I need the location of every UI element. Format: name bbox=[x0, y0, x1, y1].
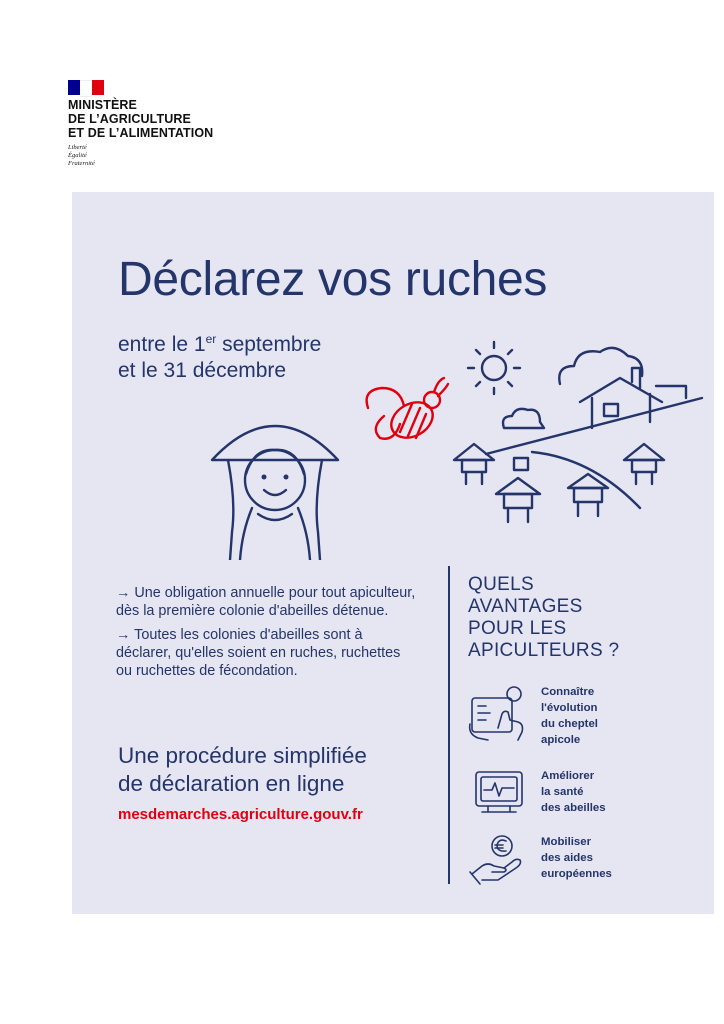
info-bullets bbox=[116, 584, 416, 686]
advantages-heading-line: AVANTAGES bbox=[468, 596, 583, 617]
advantage-item bbox=[468, 768, 698, 828]
advantage-line: du cheptel bbox=[541, 718, 598, 730]
advantage-line: apicole bbox=[541, 734, 581, 746]
heart-monitor-icon bbox=[468, 768, 530, 818]
procedure-line: Une procédure simplifiée bbox=[118, 743, 367, 768]
procedure-line: de déclaration en ligne bbox=[118, 771, 345, 796]
motto-line: Fraternité bbox=[68, 160, 95, 167]
advantage-line: Mobiliser bbox=[541, 836, 592, 848]
arrow-right-icon: → bbox=[116, 585, 131, 601]
declaration-period bbox=[118, 332, 321, 384]
advantage-line: Améliorer bbox=[541, 770, 595, 782]
bullet-item bbox=[116, 584, 416, 620]
poster bbox=[72, 192, 714, 914]
ministry-line: MINISTÈRE bbox=[68, 98, 137, 112]
beekeeper-icon bbox=[202, 414, 348, 560]
advantages-heading-line: POUR LES bbox=[468, 618, 567, 639]
advantage-line: européennes bbox=[541, 868, 612, 880]
apiary-landscape-icon bbox=[452, 332, 714, 532]
republic-motto bbox=[68, 144, 95, 168]
arrow-right-icon: → bbox=[116, 627, 131, 643]
advantage-text bbox=[541, 768, 606, 816]
dates-line2: et le 31 décembre bbox=[118, 359, 287, 382]
advantage-text bbox=[541, 834, 612, 882]
motto-line: Égalité bbox=[68, 152, 87, 159]
advantage-line: des abeilles bbox=[541, 802, 606, 814]
dates-ordinal: er bbox=[205, 332, 217, 346]
column-divider bbox=[448, 566, 450, 884]
procedure-heading bbox=[118, 742, 367, 798]
advantage-line: l'évolution bbox=[541, 702, 598, 714]
advantage-line: des aides bbox=[541, 852, 593, 864]
motto-line: Liberté bbox=[68, 144, 87, 151]
ministry-name bbox=[68, 98, 213, 140]
advantage-text bbox=[541, 684, 598, 748]
advantage-item bbox=[468, 684, 698, 744]
dates-line1-prefix: entre le 1 bbox=[118, 333, 206, 356]
euro-hand-icon bbox=[468, 834, 530, 886]
bullet-text: Toutes les colonies d'abeilles sont à déclarer, qu'elles soient en ruches, ruchettes ou ruchettes de fécondation. bbox=[116, 627, 401, 679]
bee-icon bbox=[360, 376, 450, 452]
advantages-heading-line: APICULTEURS ? bbox=[468, 640, 620, 661]
advantage-line: la santé bbox=[541, 786, 584, 798]
advantages-heading bbox=[468, 574, 619, 662]
poster-title: Déclarez vos ruches bbox=[118, 253, 548, 306]
ministry-line: DE L’AGRICULTURE bbox=[68, 112, 191, 126]
bullet-item bbox=[116, 626, 416, 680]
advantage-item bbox=[468, 834, 698, 894]
marianne-flag-logo bbox=[68, 80, 104, 95]
bullet-text: Une obligation annuelle pour tout apiculteur, dès la première colonie d'abeilles détenue. bbox=[116, 585, 416, 619]
advantages-heading-line: QUELS bbox=[468, 574, 534, 595]
advantage-line: Connaître bbox=[541, 686, 595, 698]
tablet-hand-icon bbox=[468, 684, 530, 742]
ministry-line: ET DE L’ALIMENTATION bbox=[68, 126, 214, 140]
dates-line1-suffix: septembre bbox=[216, 333, 322, 356]
website-link[interactable]: mesdemarches.agriculture.gouv.fr bbox=[118, 806, 363, 823]
